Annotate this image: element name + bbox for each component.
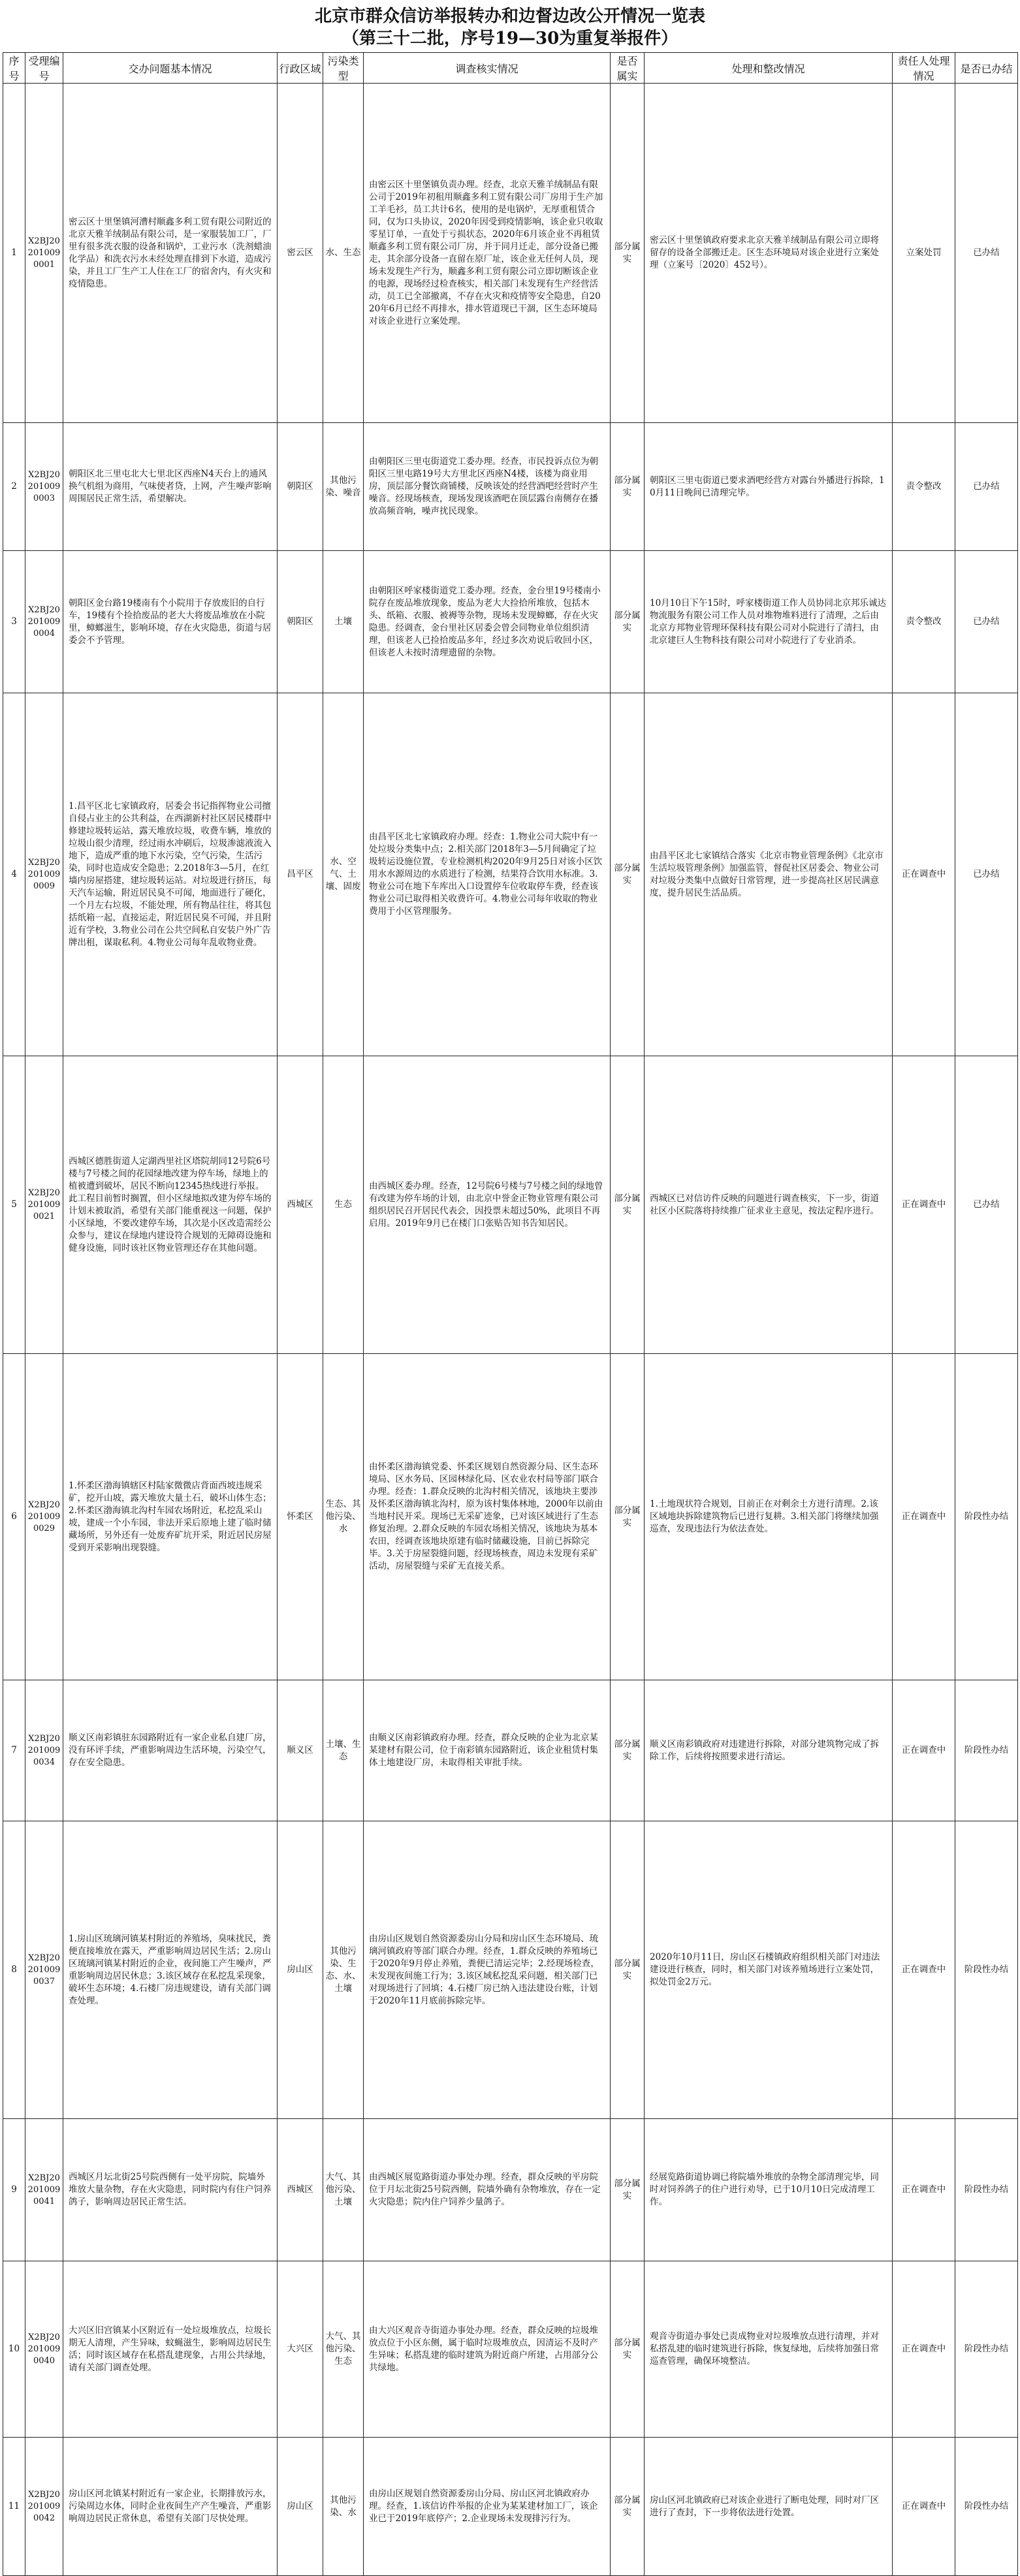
row-handling: 观音寺街道办事处已责成物业对垃圾堆放点进行清理，并对私搭乱建的临时建筑进行拆除，恢复绿地，后续将加强日常巡查管理，确保环境整洁。 xyxy=(645,2261,893,2438)
row-issue: 大兴区旧宫镇某小区附近有一处垃圾堆放点，垃圾长期无人清理，产生异味，蚊蝇滋生，影响周边居民生活；同时该区域存在私搭乱建现象，占用公共绿地，请有关部门调查处理。 xyxy=(63,2261,278,2438)
row-district: 顺义区 xyxy=(278,1680,323,1821)
row-verified: 部分属实 xyxy=(611,423,645,551)
row-number: 2 xyxy=(3,423,25,551)
row-investigation: 由朝阳区呼家楼街道党工委办理。经查，金台里19号楼南小院存在废品堆放现象，废品为老大大捡拾所堆放，包括木头、纸箱、衣服、被褥等杂物，现场未发现蟑螂，存在火灾隐患。经调查，金台里社区居委会曾会同物业单位组织清理，但该老人已捡拾废品多年，经过多次劝说后收回小区，但该老人未按时清理遗留的杂物。 xyxy=(364,551,611,693)
title-line-2: （第三十二批，序号19—30为重复举报件） xyxy=(342,29,678,48)
table-row xyxy=(3,2119,1018,2261)
row-accountability: 正在调查中 xyxy=(893,2261,955,2438)
row-number: 7 xyxy=(3,1680,25,1821)
table-row xyxy=(3,2438,1018,2576)
row-number: 3 xyxy=(3,551,25,693)
row-investigation: 由怀柔区渤海镇党委、怀柔区规划自然资源分局、区生态环境局、区水务局、区园林绿化局、区农业农村局等部门联合办理。经查：1.群众反映的北沟村相关情况，该地块主要涉及怀柔区渤海镇北沟村，原为该村集体林地，2000年以前由当地村民开采。现场已无采矿迹象，已对该区域进行了生态修复治理。2.群众反映的车园农场相关情况，该地块为基本农田，经调查该地块原建有临时储藏设施，目前已拆除完毕。3.关于房屋裂缝问题，经现场核查，周边未发现有采矿活动，房屋裂缝与采矿无直接关系。 xyxy=(364,1354,611,1680)
row-accountability: 正在调查中 xyxy=(893,693,955,1056)
header-no: 序号 xyxy=(3,53,25,84)
table-row xyxy=(3,84,1018,423)
row-verified: 部分属实 xyxy=(611,2119,645,2261)
row-issue: 1.昌平区北七家镇政府，居委会书记指挥物业公司擅自侵占业主的公共利益，在西湖新村社区居民楼群中修建垃圾转运站，露天堆放垃圾，收费车辆，堆放的垃圾山很少清理，经过雨水冲刷后，垃圾渗滤液流入地下，造成严重的地下水污染，空气污染，生活污染，同时也造成安全隐患；2.2018年3—5月，在红墙内房屋搭建，建垃圾转运站。对垃圾进行挤压，每天汽车运输，附近居民臭不可闻，地面进行了硬化，一个月左右垃圾，不能处理，所有物品往往，将其包括纸箱一起，直接运走，附近居民臭不可闻，并且附近有学校，3.物业公司在公共空间私自安装户外广告牌出租，谋取私利。4.物业公司每年乱收物业费。 xyxy=(63,693,278,1056)
row-district: 房山区 xyxy=(278,1821,323,2119)
row-district: 大兴区 xyxy=(278,2261,323,2438)
header-code: 受理编号 xyxy=(25,53,63,84)
row-issue: 朝阳区北三里屯北大七里北区西座N4天台上的通风换气机组为商用，气味使者贷，上网，产生噪声影响周围居民正常生活，希望解决。 xyxy=(63,423,278,551)
row-handling: 10月10日下午15时，呼家楼街道工作人员协同北京邦乐诚达物流服务有限公司工作人员对堆物堆料进行了清理，之后由北京方邦物业管理环保科技有限公司对小院进行了清扫，由北京建巨人生物科技有限公司对小院进行了专业消杀。 xyxy=(645,551,893,693)
row-number: 6 xyxy=(3,1354,25,1680)
row-verified: 部分属实 xyxy=(611,2438,645,2576)
row-district: 密云区 xyxy=(278,84,323,423)
header-investigation: 调查核实情况 xyxy=(364,53,611,84)
table-row xyxy=(3,551,1018,693)
row-pollution: 生态、其他污染、水 xyxy=(323,1354,364,1680)
row-pollution: 大气、其他污染、生态 xyxy=(323,2261,364,2438)
table-header-row xyxy=(3,53,1018,84)
row-district: 朝阳区 xyxy=(278,423,323,551)
row-investigation: 由西城区展览路街道办事处办理。经查，群众反映的平房院位于月坛北街25号院西侧，院墙外确有杂物堆放，存在一定火灾隐患；院内住户饲养少量鸽子。 xyxy=(364,2119,611,2261)
row-accountability: 正在调查中 xyxy=(893,1680,955,1821)
row-pollution: 生态 xyxy=(323,1056,364,1354)
table-row xyxy=(3,1680,1018,1821)
row-issue: 房山区河北镇某村附近有一家企业，长期排放污水，污染周边水体，同时企业夜间生产产生噪音，严重影响周边居民正常休息，希望有关部门尽快处理。 xyxy=(63,2438,278,2576)
row-accountability: 责令整改 xyxy=(893,551,955,693)
row-issue: 西城区月坛北街25号院西侧有一处平房院，院墙外堆放大量杂物，存在火灾隐患，同时院内有住户饲养鸽子，影响周边居民正常生活。 xyxy=(63,2119,278,2261)
row-verified: 部分属实 xyxy=(611,551,645,693)
row-investigation: 由房山区规划自然资源委房山分局和房山区生态环境局、琉璃河镇政府等部门联合办理。经查，1.群众反映的养殖场已于2020年9月停止养殖，粪便已清运完毕；2.经现场检查，未发现夜间施工行为；3.该区域私挖乱采问题，相关部门已对现场进行了回填；4.石楼厂房已纳入违法建设台账，计划于2020年11月底前拆除完毕。 xyxy=(364,1821,611,2119)
row-handling: 由昌平区北七家镇结合落实《北京市物业管理条例》《北京市生活垃圾管理条例》加强监管，督促社区居委会、物业公司对垃圾分类集中点做好日常管理，进一步提高社区居民满意度，提升居民生活品质。 xyxy=(645,693,893,1056)
row-pollution: 大气、其他污染、土壤 xyxy=(323,2119,364,2261)
row-code: X2BJ202010090004 xyxy=(25,551,63,693)
row-code: X2BJ202010090034 xyxy=(25,1680,63,1821)
row-code: X2BJ202010090003 xyxy=(25,423,63,551)
row-accountability: 正在调查中 xyxy=(893,1821,955,2119)
row-closed: 阶段性办结 xyxy=(955,1354,1018,1680)
header-pollution: 污染类型 xyxy=(323,53,364,84)
row-number: 9 xyxy=(3,2119,25,2261)
row-investigation: 由密云区十里堡镇负责办理。经查，北京天雅羊绒制品有限公司于2019年初租用顺鑫多利工贸有限公司厂房用于生产加工羊毛衫，员工共计6名，使用的是电锅炉，无厚重租赁合同，仅为口头协议，2020年因受到疫情影响，该企业只收取零星订单，一直处于亏损状态，2020年6月该企业不再租赁顺鑫多利工贸有限公司厂房，并于同月迁走，部分设备已搬走，其余部分设备一直留在原厂址，该企业无任何人员，现场未发现生产行为，顺鑫多利工贸有限公司立即切断该企业的电源，现场经过检查核实，相关部门未发现有生产经营活动，员工已全部撤离，不存在火灾和疫情等安全隐患，自2020年6月已经不再排水，排水管道现已干涸，区生态环境局对该企业进行立案处理。 xyxy=(364,84,611,423)
row-verified: 部分属实 xyxy=(611,2261,645,2438)
row-district: 怀柔区 xyxy=(278,1354,323,1680)
row-verified: 部分属实 xyxy=(611,84,645,423)
row-code: X2BJ202010090009 xyxy=(25,693,63,1056)
row-closed: 已办结 xyxy=(955,693,1018,1056)
row-issue: 顺义区南彩镇驻东园路附近有一家企业私自建厂房，没有环评手续，严重影响周边生活环境，污染空气，存在安全隐患。 xyxy=(63,1680,278,1821)
row-pollution: 水、空气、土壤、固废 xyxy=(323,693,364,1056)
row-issue: 1.房山区琉璃河镇某村附近的养殖场，臭味扰民，粪便直接堆放在露天，严重影响周边居民生活；2.房山区琉璃河镇某村附近的企业，夜间施工产生噪声，严重影响周边居民休息；3.该区域存在私挖乱采现象，破坏生态环境；4.石楼厂房违规建设，请有关部门调查处理。 xyxy=(63,1821,278,2119)
row-closed: 已办结 xyxy=(955,1056,1018,1354)
row-district: 昌平区 xyxy=(278,693,323,1056)
row-accountability: 立案处罚 xyxy=(893,84,955,423)
row-closed: 阶段性办结 xyxy=(955,2261,1018,2438)
row-pollution: 其他污染、噪音 xyxy=(323,423,364,551)
row-investigation: 由房山区规划自然资源委房山分局、房山区河北镇政府办理。经查，1.该信访件举报的企业为某某建材加工厂，该企业已于2019年底停产；2.企业现场未发现排污行为。 xyxy=(364,2438,611,2576)
row-issue: 密云区十里堡镇河漕村顺鑫多利工贸有限公司附近的北京天雅羊绒制品有限公司，是一家服装加工厂，厂里有很多洗衣服的设备和锅炉，工业污水（洗剂蜡油化学品）和洗衣污水未经处理直排到下水道，造成污染，并且工厂生产工人住在工厂的宿舍内，有火灾和疫情隐患。 xyxy=(63,84,278,423)
row-code: X2BJ202010090001 xyxy=(25,84,63,423)
row-pollution: 其他污染、水 xyxy=(323,2438,364,2576)
row-code: X2BJ202010090037 xyxy=(25,1821,63,2119)
row-closed: 阶段性办结 xyxy=(955,1680,1018,1821)
row-handling: 经展览路街道协调已将院墙外堆放的杂物全部清理完毕，同时对饲养鸽子的住户进行劝导，已于10月10日完成清理工作。 xyxy=(645,2119,893,2261)
row-closed: 已办结 xyxy=(955,84,1018,423)
header-district: 行政区域 xyxy=(278,53,323,84)
row-closed: 阶段性办结 xyxy=(955,2119,1018,2261)
row-verified: 部分属实 xyxy=(611,693,645,1056)
row-pollution: 土壤 xyxy=(323,551,364,693)
row-issue: 西城区德胜街道人定湖西里社区塔院胡同12号院6号楼与7号楼之间的花园绿地改建为停车场，绿地上的植被遭到破坏，居民不断向12345热线进行举报。此工程目前暂时搁置，但小区绿地拟改建为停车场的计划未被取消，希望有关部门能重视这一问题，保护小区绿地，不要改建停车场，其次是小区改造需经公众参与，建议在绿地内建设符合规划的无障碍设施和健身设施，同时该社区物业管理还存在其他问题。 xyxy=(63,1056,278,1354)
row-handling: 2020年10月11日，房山区石楼镇政府组织相关部门对违法建设进行核查，同时，相关部门对该养殖场进行立案处罚，拟处罚金2万元。 xyxy=(645,1821,893,2119)
row-investigation: 由西城区委办理。经查，12号院6号楼与7号楼之间的绿地曾有改建为停车场的计划，由北京中誉金正物业管理有限公司组织居民召开居民代表会，因投票未超过50%，此项目不再启用。2019年9月已在楼门口张贴告知书告知居民。 xyxy=(364,1056,611,1354)
row-pollution: 土壤、生态 xyxy=(323,1680,364,1821)
row-handling: 1.土地现状符合规划，目前正在对剩余土方进行清理。2.该区域地块拆除建筑物后已进行复耕。3.相关部门将继续加强巡查，发现违法行为依法查处。 xyxy=(645,1354,893,1680)
row-handling: 朝阳区三里屯街道已要求酒吧经营方对露台外播进行拆除，10月11日晚间已清理完毕。 xyxy=(645,423,893,551)
row-code: X2BJ202010090042 xyxy=(25,2438,63,2576)
row-pollution: 水、生态 xyxy=(323,84,364,423)
row-issue: 1.怀柔区渤海镇辖区村陆家微微店背面西坡违规采矿，挖开山坡，露天堆放大量土石，破坏山体生态；2.怀柔区渤海镇北沟村车园农场附近，私挖乱采山坡，建成一个小车园，非法开采后原地上建了临时储藏场所，另外还有一处废弃矿坑开采，附近居民房屋受到开采影响出现裂缝。 xyxy=(63,1354,278,1680)
row-closed: 已办结 xyxy=(955,423,1018,551)
row-number: 11 xyxy=(3,2438,25,2576)
row-accountability: 正在调查中 xyxy=(893,2438,955,2576)
header-handling: 处理和整改情况 xyxy=(645,53,893,84)
row-handling: 西城区已对信访件反映的问题进行调查核实，下一步，街道社区小区院落将持续推广征求业主意见，按法定程序进行。 xyxy=(645,1056,893,1354)
row-number: 4 xyxy=(3,693,25,1056)
title-line-1: 北京市群众信访举报转办和边督边改公开情况一览表 xyxy=(314,7,705,26)
table-row xyxy=(3,1821,1018,2119)
row-investigation: 由昌平区北七家镇政府办理。经查：1.物业公司大院中有一处垃圾分类集中点；2.相关部门2018年3—5月间确定了垃圾转运设施位置，专业检测机构2020年9月25日对该小区饮用水水源周边的水质进行了检测，结果符合饮用水标准。3.物业公司在地下车库出入口设置停车位收取停车费，经查该物业公司已取得相关收费许可。4.物业公司每年收取的物业费用于小区管理服务。 xyxy=(364,693,611,1056)
row-investigation: 由朝阳区三里屯街道党工委办理。经查，市民投诉点位为朝阳区三里屯路19号大方里北区西座N4楼，该楼为商业用房，顶层部分餐饮商铺楼，反映该处的经营酒吧经营时产生噪音。经现场核查，现场发现该酒吧在顶层露台南侧存在播放高频音响，噪声扰民现象。 xyxy=(364,423,611,551)
table-body xyxy=(3,84,1018,2576)
table-row xyxy=(3,693,1018,1056)
row-closed: 阶段性办结 xyxy=(955,2438,1018,2576)
row-accountability: 正在调查中 xyxy=(893,1354,955,1680)
row-district: 西城区 xyxy=(278,2119,323,2261)
header-closed: 是否已办结 xyxy=(955,53,1018,84)
table-row xyxy=(3,1354,1018,1680)
row-code: X2BJ202010090040 xyxy=(25,2261,63,2438)
row-investigation: 由顺义区南彩镇政府办理。经查，群众反映的企业为北京某某建材有限公司，位于南彩镇东园路附近，该企业租赁村集体土地建设厂房，未取得相关审批手续。 xyxy=(364,1680,611,1821)
row-verified: 部分属实 xyxy=(611,1680,645,1821)
table-row xyxy=(3,1056,1018,1354)
row-verified: 部分属实 xyxy=(611,1056,645,1354)
row-code: X2BJ202010090041 xyxy=(25,2119,63,2261)
table-row xyxy=(3,423,1018,551)
row-accountability: 责令整改 xyxy=(893,423,955,551)
row-number: 1 xyxy=(3,84,25,423)
row-closed: 已办结 xyxy=(955,551,1018,693)
row-verified: 部分属实 xyxy=(611,1821,645,2119)
header-issue: 交办问题基本情况 xyxy=(63,53,278,84)
header-verified: 是否属实 xyxy=(611,53,645,84)
disclosure-table xyxy=(3,52,1018,2576)
row-number: 10 xyxy=(3,2261,25,2438)
row-district: 朝阳区 xyxy=(278,551,323,693)
row-code: X2BJ202010090021 xyxy=(25,1056,63,1354)
row-handling: 房山区河北镇政府已对该企业进行了断电处理，同时对厂区进行了查封，下一步将依法进行处置。 xyxy=(645,2438,893,2576)
row-district: 西城区 xyxy=(278,1056,323,1354)
row-district: 房山区 xyxy=(278,2438,323,2576)
row-accountability: 正在调查中 xyxy=(893,1056,955,1354)
row-issue: 朝阳区金台路19楼南有个小院用于存放废旧的自行车，19楼有个捡拾废品的老大大将废品堆放在小院里，蟑螂滋生，影响环境，存在火灾隐患，街道与居委会不予管理。 xyxy=(63,551,278,693)
row-accountability: 正在调查中 xyxy=(893,2119,955,2261)
row-number: 5 xyxy=(3,1056,25,1354)
row-investigation: 由大兴区观音寺街道办事处办理。经查，群众反映的垃圾堆放点位于小区东侧，属于临时垃圾堆放点，因清运不及时产生异味；私搭乱建的临时建筑为附近商户所建，占用部分公共绿地。 xyxy=(364,2261,611,2438)
row-handling: 顺义区南彩镇政府对违建进行拆除，对部分建筑物完成了拆除工作，后续将按照要求进行清运。 xyxy=(645,1680,893,1821)
document-title xyxy=(0,5,1020,50)
row-code: X2BJ202010090029 xyxy=(25,1354,63,1680)
row-pollution: 其他污染、生态、水、土壤 xyxy=(323,1821,364,2119)
header-accountability: 责任人处理情况 xyxy=(893,53,955,84)
row-verified: 部分属实 xyxy=(611,1354,645,1680)
row-closed: 阶段性办结 xyxy=(955,1821,1018,2119)
row-handling: 密云区十里堡镇政府要求北京天雅羊绒制品有限公司立即将留存的设备全部搬迁走。区生态环境局对该企业进行立案处理（立案号〔2020〕452号）。 xyxy=(645,84,893,423)
row-number: 8 xyxy=(3,1821,25,2119)
table-row xyxy=(3,2261,1018,2438)
